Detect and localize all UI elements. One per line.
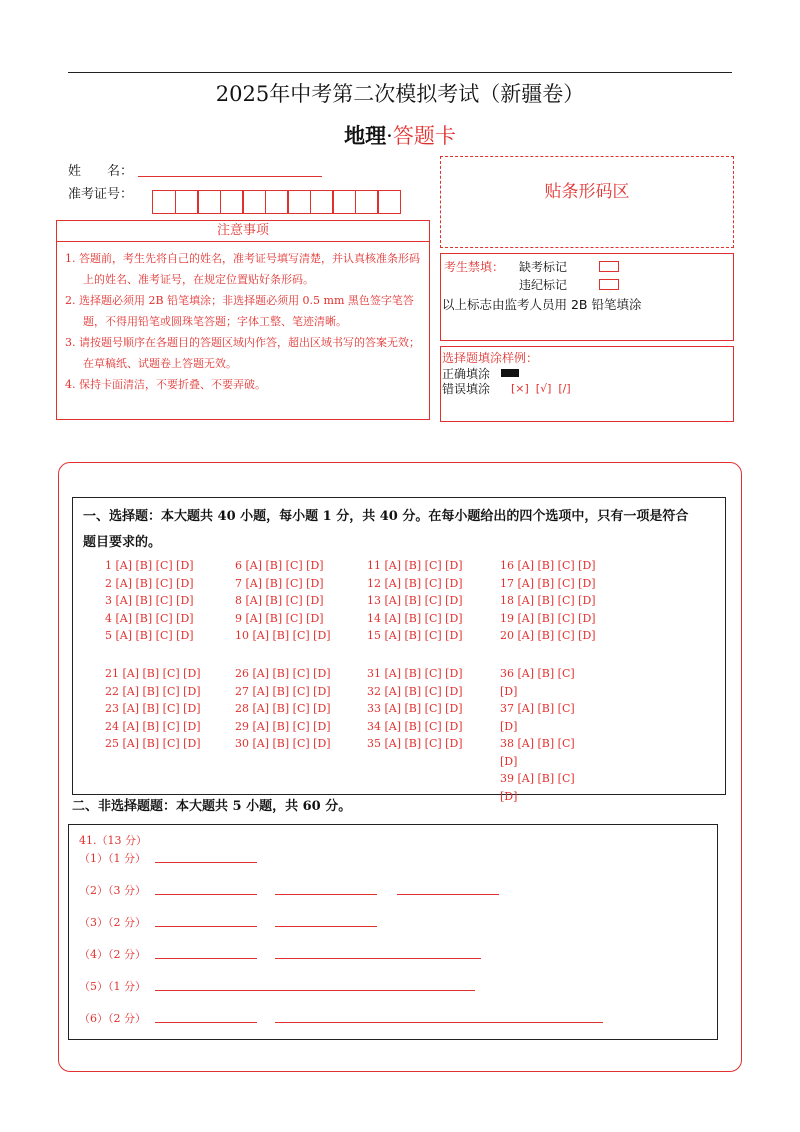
id-digit-box[interactable]	[197, 190, 221, 214]
fill-sample-box	[440, 346, 734, 422]
multiple-choice-box	[72, 497, 726, 803]
page-subtitle	[0, 120, 800, 150]
barcode-area	[440, 156, 734, 248]
q41-part6-blank-a[interactable]	[155, 1010, 257, 1023]
notice-box	[56, 220, 430, 420]
id-digit-box[interactable]	[332, 190, 356, 214]
mc-heading	[83, 504, 723, 556]
mc-heading-line1: 一、选择题：本大题共 40 小题，每小题 1 分，共 40 分。在每小题给出的四个选项中，只有一项是符合	[83, 509, 689, 524]
q41-part3-blank-b[interactable]	[275, 914, 377, 927]
absent-mark-box[interactable]	[599, 261, 619, 272]
correct-fill-sample	[501, 369, 519, 377]
mc-block-1-5[interactable]: 1 [A] [B] [C] [D] 2 [A] [B] [C] [D] 3 [A] [B] [C] [D] 4 [A] [B] [C] [D] 5 [A] [B] [C] [D]	[105, 559, 194, 642]
subject-label: 地理	[344, 123, 387, 148]
mc-block-36-39[interactable]: 36 [A] [B] [C] [D] 37 [A] [B] [C] [D] 38 [A] [B] [C] [D] 39 [A] [B] [C] [D]	[500, 667, 575, 803]
id-digit-box[interactable]	[242, 190, 266, 214]
wrong-label: 错误填涂	[442, 382, 491, 396]
id-digit-box[interactable]	[265, 190, 289, 214]
mc-block-26-30[interactable]: 26 [A] [B] [C] [D] 27 [A] [B] [C] [D] 28 [A] [B] [C] [D] 29 [A] [B] [C] [D] 30 [A] [B] [C] [D]	[235, 667, 331, 750]
non-mc-heading: 二、非选择题题：本大题共 5 小题，共 60 分。	[72, 799, 352, 814]
notice-item: 1. 答题前，考生先将自己的姓名，准考证号填写清楚，并认真核准条形码上的姓名、准考证号，在规定位置贴好条形码。	[65, 252, 420, 286]
id-digit-box[interactable]	[355, 190, 379, 214]
q41-part2-label: （2）（3 分）	[79, 884, 146, 897]
correct-label: 正确填涂	[442, 367, 491, 381]
id-digit-box[interactable]	[152, 190, 176, 214]
wrong-fill-samples: [×] [√] [/]	[511, 382, 571, 395]
q41-part1-label: （1）（1 分）	[79, 852, 146, 865]
page-title: 2025年中考第二次模拟考试（新疆卷）	[215, 82, 585, 106]
notice-heading: 注意事项	[57, 221, 429, 242]
q41-part6-label: （6）（2 分）	[79, 1012, 146, 1025]
notice-item: 3. 请按题号顺序在各题目的答题区域内作答，超出区域书写的答案无效；在草稿纸、试题卷上答题无效。	[65, 336, 420, 370]
sample-heading: 选择题填涂样例：	[442, 351, 539, 365]
id-digit-box[interactable]	[175, 190, 199, 214]
notice-item: 2. 选择题必须用 2B 铅笔填涂；非选择题必须用 0.5 mm 黑色签字笔答题，不得用铅笔或圆珠笔答题；字体工整、笔迹清晰。	[65, 294, 414, 328]
top-rule	[68, 72, 732, 73]
exam-id-label: 准考证号：	[68, 187, 134, 202]
q41-part3-blank-a[interactable]	[155, 914, 257, 927]
q41-label: 41.（13 分）	[79, 834, 147, 847]
card-label: 答题卡	[392, 124, 456, 148]
absent-label: 缺考标记	[519, 260, 568, 274]
examiner-only-box	[440, 253, 734, 341]
id-digit-box[interactable]	[287, 190, 311, 214]
forbid-heading: 考生禁填：	[444, 260, 505, 274]
q41-part5-blank[interactable]	[155, 978, 475, 991]
name-label: 姓 名：	[68, 164, 134, 179]
mc-block-11-15[interactable]: 11 [A] [B] [C] [D] 12 [A] [B] [C] [D] 13 [A] [B] [C] [D] 14 [A] [B] [C] [D] 15 [A] [B] [C] [D]	[367, 559, 463, 642]
q41-part3-label: （3）（2 分）	[79, 916, 146, 929]
id-digit-box[interactable]	[310, 190, 334, 214]
notice-list	[57, 242, 429, 395]
question-41-box	[68, 824, 718, 1040]
q41-part6-blank-b[interactable]	[275, 1010, 603, 1023]
q41-part4-blank-b[interactable]	[275, 946, 481, 959]
q41-part4-label: （4）（2 分）	[79, 948, 146, 961]
mc-heading-line2: 题目要求的。	[83, 535, 162, 550]
notice-item: 4. 保持卡面清洁，不要折叠、不要弄破。	[65, 378, 266, 391]
exam-id-boxes[interactable]	[152, 190, 400, 214]
violation-mark-box[interactable]	[599, 279, 619, 290]
mc-block-16-20[interactable]: 16 [A] [B] [C] [D] 17 [A] [B] [C] [D] 18 [A] [B] [C] [D] 19 [A] [B] [C] [D] 20 [A] [B] [C] [D]	[500, 559, 596, 642]
mc-block-31-35[interactable]: 31 [A] [B] [C] [D] 32 [A] [B] [C] [D] 33 [A] [B] [C] [D] 34 [A] [B] [C] [D] 35 [A] [B] [C] [D]	[367, 667, 463, 750]
forbid-note: 以上标志由监考人员用 2B 铅笔填涂	[442, 297, 642, 312]
mc-block-21-25[interactable]: 21 [A] [B] [C] [D] 22 [A] [B] [C] [D] 23 [A] [B] [C] [D] 24 [A] [B] [C] [D] 25 [A] [B] [C] [D]	[105, 667, 201, 750]
q41-part4-blank-a[interactable]	[155, 946, 257, 959]
q41-part2-blank-b[interactable]	[275, 882, 377, 895]
mc-block-6-10[interactable]: 6 [A] [B] [C] [D] 7 [A] [B] [C] [D] 8 [A] [B] [C] [D] 9 [A] [B] [C] [D] 10 [A] [B] [C] [D]	[235, 559, 331, 642]
violation-label: 违纪标记	[519, 278, 568, 292]
q41-part1-blank[interactable]	[155, 850, 257, 863]
q41-part2-blank-c[interactable]	[397, 882, 499, 895]
barcode-label: 贴条形码区	[544, 182, 630, 202]
q41-part2-blank-a[interactable]	[155, 882, 257, 895]
q41-part5-label: （5）（1 分）	[79, 980, 146, 993]
id-digit-box[interactable]	[377, 190, 401, 214]
name-field[interactable]	[138, 162, 322, 177]
subtitle-dot: ·	[386, 124, 393, 148]
id-digit-box[interactable]	[220, 190, 244, 214]
